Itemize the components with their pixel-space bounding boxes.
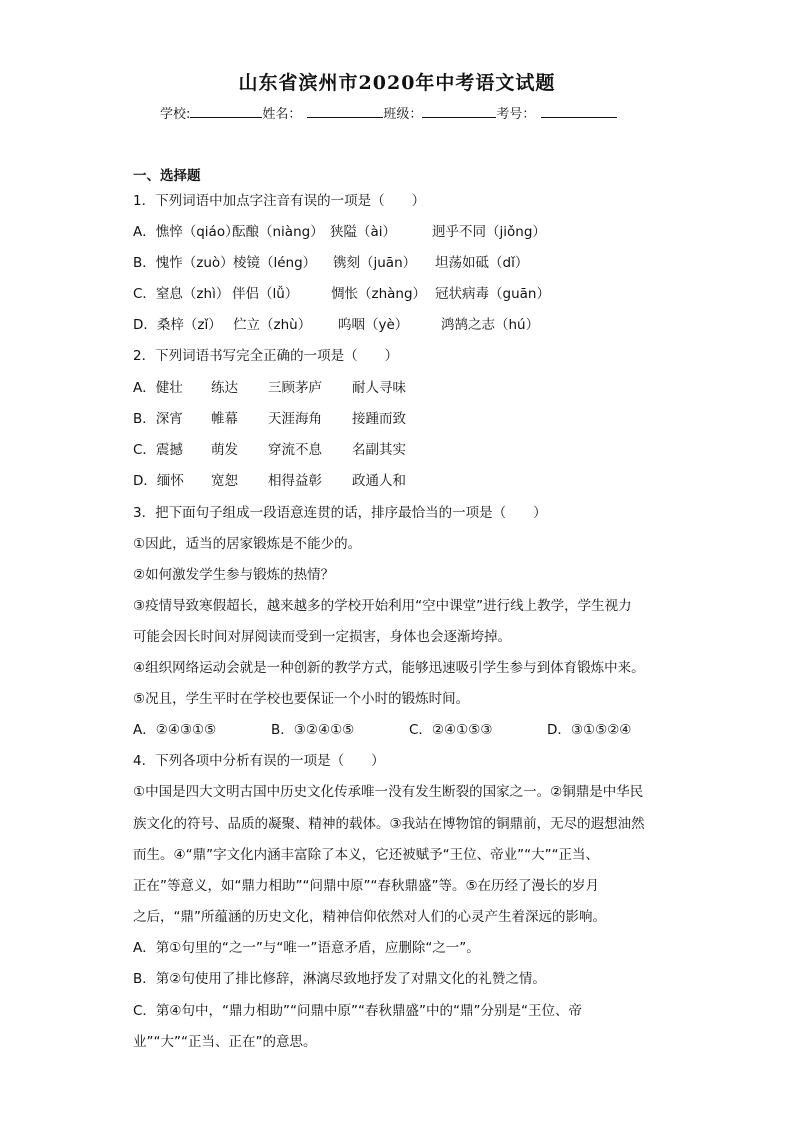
q3-stem: 3．把下面句子组成一段语意连贯的话，排序最恰当的一项是（ ） <box>133 505 547 521</box>
q1-d-1: D．桑梓（zǐ） <box>133 317 222 333</box>
q2-stem: 2．下列词语书写完全正确的一项是（ ） <box>133 348 399 364</box>
class-label: 班级： <box>383 107 423 122</box>
q3-option-c: C．②④①⑤③ <box>409 722 493 738</box>
q2-d-2: 宽恕 <box>211 473 238 489</box>
q1-d-2: 伫立（zhù） <box>233 317 312 333</box>
q1-a-2: 酝酿（niàng） <box>232 224 324 240</box>
name-label: 姓名： <box>262 107 302 122</box>
q2-d-3: 相得益彰 <box>268 473 322 489</box>
name-blank <box>307 105 383 118</box>
q1-c-3: 惆怅（zhàng） <box>331 286 427 302</box>
q1-b-1: B．愧怍（zuò） <box>133 255 234 271</box>
q2-a-2: 练达 <box>211 380 238 396</box>
q1-option-d <box>133 316 539 334</box>
exam-no-label: 考号： <box>496 107 536 122</box>
q2-c-2: 萌发 <box>211 442 238 458</box>
q3-sentence-5: ⑤况且，学生平时在学校也要保证一个小时的锻炼时间。 <box>133 691 470 707</box>
school-label: 学校: <box>160 107 191 122</box>
q2-option-d <box>133 472 406 490</box>
q1-a-4: 迥乎不同（jiǒng） <box>432 224 546 240</box>
q3-sentence-2: ②如何激发学生参与锻炼的热情？ <box>133 567 335 583</box>
class-blank <box>422 105 496 118</box>
page-title: 山东省滨州市2020年中考语文试题 <box>238 72 556 94</box>
q4-stem: 4．下列各项中分析有误的一项是（ ） <box>133 753 385 769</box>
q4-passage-5: 之后，“鼎”所蕴涵的历史文化，精神信仰依然对人们的心灵产生着深远的影响。 <box>133 909 606 925</box>
student-info-row <box>160 103 680 122</box>
q1-a-1: A．憔悴（qiáo） <box>133 224 239 240</box>
q1-b-3: 镌刻（juān） <box>333 255 417 271</box>
q3-option-d: D．③①⑤②④ <box>547 722 632 738</box>
section-heading: 一、选择题 <box>133 168 201 184</box>
q2-b-1: B．深宵 <box>133 411 183 427</box>
exam-no-blank <box>541 105 617 118</box>
q4-passage-1: ①中国是四大文明古国中历史文化传承唯一没有发生断裂的国家之一。②铜鼎是中华民 <box>133 784 644 800</box>
q1-c-2: 伴侣（lǚ） <box>232 286 299 302</box>
q1-a-3: 狭隘（ài） <box>330 224 397 240</box>
q2-option-a <box>133 379 406 397</box>
q2-b-4: 接踵而致 <box>352 411 406 427</box>
q4-option-c-line-2: 业”“大”“正当、正在”的意思。 <box>133 1034 317 1050</box>
q1-c-4: 冠状病毒（guān） <box>435 286 550 302</box>
q2-a-3: 三顾茅庐 <box>268 380 322 396</box>
q4-option-a: A．第①句里的“之一”与“唯一”语意矛盾，应删除“之一”。 <box>133 940 480 956</box>
q3-option-b: B．③②④①⑤ <box>271 722 355 738</box>
q2-c-3: 穿流不息 <box>268 442 322 458</box>
q1-option-a <box>133 223 546 241</box>
q3-sentence-3a: ③疫情导致寒假超长，越来越多的学校开始利用“空中课堂”进行线上教学，学生视力 <box>133 598 632 614</box>
q1-c-1: C．窒息（zhì） <box>133 286 230 302</box>
q4-option-c-line-1: C．第④句中，“鼎力相助”“问鼎中原”“春秋鼎盛”中的“鼎”分别是“王位、帝 <box>133 1003 582 1019</box>
q2-a-1: A．健壮 <box>133 380 183 396</box>
q3-sentence-3b: 可能会因长时间对屏阅读而受到一定损害，身体也会逐渐垮掉。 <box>133 629 511 645</box>
school-blank <box>190 105 262 118</box>
q4-option-b: B．第②句使用了排比修辞，淋漓尽致地抒发了对鼎文化的礼赞之情。 <box>133 971 546 987</box>
q2-d-1: D．缅怀 <box>133 473 184 489</box>
q1-b-2: 棱镜（léng） <box>233 255 317 271</box>
q2-b-3: 天涯海角 <box>268 411 322 427</box>
q2-option-c <box>133 441 406 459</box>
q1-stem: 1．下列词语中加点字注音有误的一项是（ ） <box>133 193 426 209</box>
q1-d-4: 鸿鹄之志（hú） <box>441 317 540 333</box>
q1-option-b <box>133 254 528 272</box>
q4-passage-4: 正在”等意义，如“鼎力相助”“问鼎中原”“春秋鼎盛”等。⑤在历经了漫长的岁月 <box>133 878 600 894</box>
q2-b-2: 帷幕 <box>211 411 238 427</box>
q3-option-a: A．②④③①⑤ <box>133 722 217 738</box>
q1-b-4: 坦荡如砥（dǐ） <box>435 255 529 271</box>
q3-sentence-1: ①因此，适当的居家锻炼是不能少的。 <box>133 536 362 552</box>
q1-d-3: 呜咽（yè） <box>338 317 409 333</box>
q1-option-c <box>133 285 550 303</box>
q2-a-4: 耐人寻味 <box>352 380 406 396</box>
q4-passage-2: 族文化的符号、品质的凝聚、精神的载体。③我站在博物馆的铜鼎前，无尽的遐想油然 <box>133 816 645 832</box>
q2-option-b <box>133 410 406 428</box>
q3-options <box>133 721 631 739</box>
q2-d-4: 政通人和 <box>352 473 406 489</box>
q4-passage-3: 而生。④“鼎”字文化内涵丰富除了本义，它还被赋予“王位、帝业”“大”“正当、 <box>133 847 600 863</box>
q2-c-4: 名副其实 <box>352 442 406 458</box>
q3-sentence-4: ④组织网络运动会就是一种创新的教学方式，能够迅速吸引学生参与到体育锻炼中来。 <box>133 660 645 676</box>
q2-c-1: C．震撼 <box>133 442 183 458</box>
